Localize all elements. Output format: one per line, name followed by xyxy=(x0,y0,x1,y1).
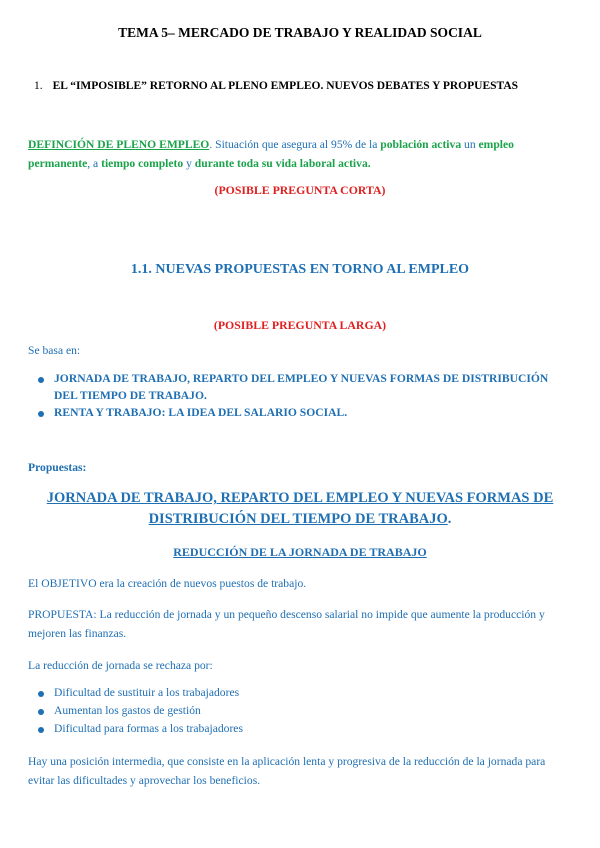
long-question-note: (POSIBLE PREGUNTA LARGA) xyxy=(213,318,387,332)
full-employment-definition xyxy=(28,135,572,173)
list-item xyxy=(28,370,568,404)
proposals-label: Propuestas: xyxy=(28,461,87,474)
proposal-paragraph: PROPUESTA: La reducción de jornada y un pequeño descenso salarial no impide que aumente la producción y mejoren las finanzas. xyxy=(28,608,545,640)
bullet-icon xyxy=(38,691,44,697)
list-item-text: JORNADA DE TRABAJO, REPARTO DEL EMPLEO Y NUEVAS FORMAS DE DISTRIBUCIÓN DEL TIEMPO DE TRABAJO. xyxy=(54,372,549,402)
list-item-text: RENTA Y TRABAJO: LA IDEA DEL SALARIO SOCIAL. xyxy=(54,406,348,419)
list-item xyxy=(28,702,568,720)
reduction-heading: REDUCCIÓN DE LA JORNADA DE TRABAJO xyxy=(173,545,427,559)
list-item xyxy=(28,720,568,738)
list-item-text: Aumentan los gastos de gestión xyxy=(54,704,201,717)
subsection-title: 1.1. NUEVAS PROPUESTAS EN TORNO AL EMPLEO xyxy=(130,262,470,277)
proposal-heading-text: JORNADA DE TRABAJO, REPARTO DEL EMPLEO Y NUEVAS FORMAS DE DISTRIBUCIÓN DEL TIEMPO DE TRABAJO xyxy=(46,490,554,527)
proposal-heading xyxy=(0,488,600,530)
document-title: TEMA 5– MERCADO DE TRABAJO Y REALIDAD SOCIAL xyxy=(118,25,482,40)
list-item-text: Dificultad de sustituir a los trabajadores xyxy=(54,686,240,699)
definition-bold-1: población activa xyxy=(380,138,462,151)
section-heading-text: EL “IMPOSIBLE” RETORNO AL PLENO EMPLEO. NUEVOS DEBATES Y PROPUESTAS xyxy=(52,80,519,92)
bullet-icon xyxy=(38,411,44,417)
definition-text-2: un xyxy=(461,138,479,151)
based-on-list xyxy=(28,370,568,421)
definition-text-1: . Situación que asegura al 95% de la xyxy=(209,138,381,151)
intermediate-position-paragraph: Hay una posición intermedia, que consiste en la aplicación lenta y progresiva de la reducción de la jornada para evitar las dificultades y aprovechar los beneficios. xyxy=(28,755,546,787)
proposal-heading-end: . xyxy=(447,511,452,527)
definition-bold-4: durante toda su vida laboral activa. xyxy=(194,157,371,170)
bullet-icon xyxy=(38,709,44,715)
list-item xyxy=(28,684,568,702)
definition-bold-2: empleo permanente xyxy=(28,138,514,170)
section-number: 1. xyxy=(34,80,43,92)
rejected-label: La reducción de jornada se rechaza por: xyxy=(28,659,213,672)
list-item xyxy=(28,404,568,421)
based-on-label: Se basa en: xyxy=(28,344,81,357)
definition-bold-3: tiempo completo xyxy=(101,157,184,170)
short-question-note: (POSIBLE PREGUNTA CORTA) xyxy=(214,183,386,197)
bullet-icon xyxy=(38,377,44,383)
bullet-icon xyxy=(38,727,44,733)
objective-paragraph: El OBJETIVO era la creación de nuevos puestos de trabajo. xyxy=(28,577,307,590)
list-item-text: Dificultad para formas a los trabajadores xyxy=(54,722,243,735)
difficulties-list xyxy=(28,684,568,738)
section-heading xyxy=(34,80,518,92)
definition-text-4: y xyxy=(183,157,195,170)
definition-label: DEFINCIÓN DE PLENO EMPLEO xyxy=(28,138,210,151)
definition-text-3: , a xyxy=(87,157,102,170)
